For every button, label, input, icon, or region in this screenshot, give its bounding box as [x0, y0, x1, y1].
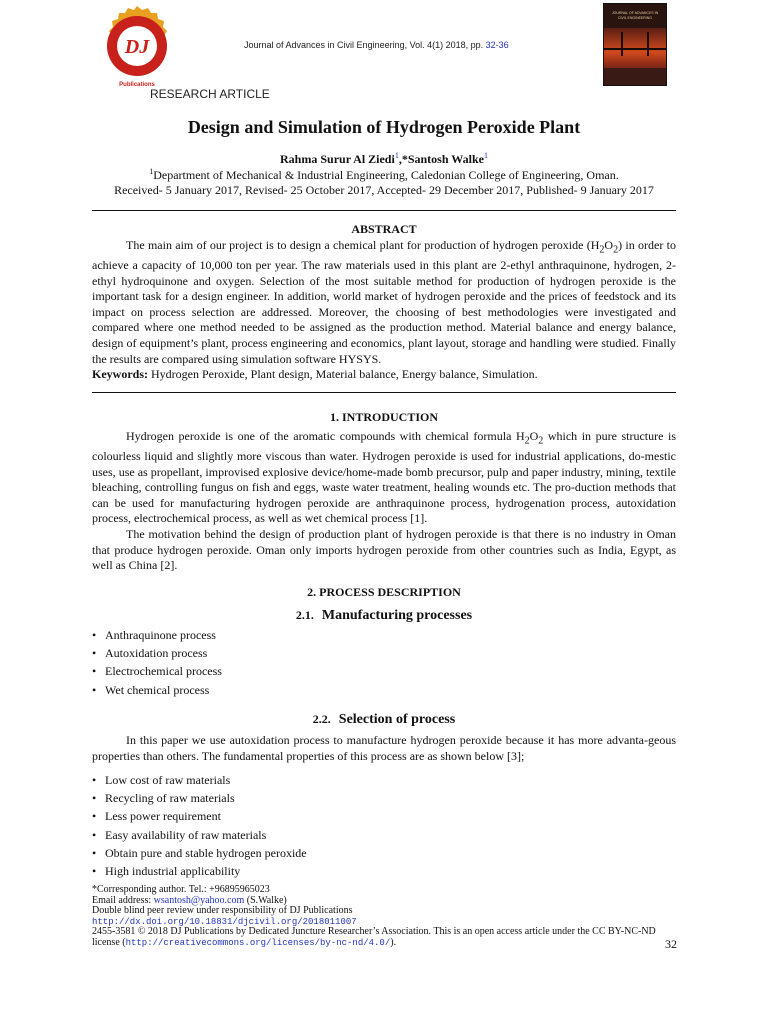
process-properties-list [92, 771, 307, 880]
author-1-affil-link[interactable]: 1 [394, 151, 399, 160]
list-item: • Wet chemical process [92, 681, 222, 699]
journal-citation [244, 40, 509, 50]
svg-text:Publications: Publications [119, 82, 155, 88]
license-link[interactable]: http://creativecommons.org/licenses/by-nc-nd/4.0/ [125, 937, 391, 948]
list-item: • High industrial applicability [92, 862, 307, 880]
journal-line-text: Journal of Advances in Civil Engineering, Vol. 4(1) 2018, pp. [244, 40, 484, 50]
list-item: • Less power requirement [92, 807, 307, 825]
license-line: license (http://creativecommons.org/licenses/by-nc-nd/4.0/). [92, 936, 397, 948]
affiliation [0, 167, 768, 183]
list-item: • Recycling of raw materials [92, 789, 307, 807]
introduction-paragraph-2: The motivation behind the design of production plant of hydrogen peroxide is that there is no industry in Oman that produce hydrogen peroxide. Oman only imports hydrogen peroxide from other countries such as India, Egypt, as well as China [2]. [92, 526, 676, 573]
author-1: Rahma Surur Al Ziedi [280, 152, 395, 166]
subsection-selection-heading: 2.2. Selection of process [312, 712, 456, 727]
subsection-manufacturing-heading: 2.1. Manufacturing processes [295, 608, 473, 623]
manufacturing-process-list [92, 626, 222, 699]
svg-text:DJ: DJ [124, 36, 150, 58]
abstract-body: The main aim of our project is to design a chemical plant for production of hydrogen peroxide $(H_2O_2)$ in order to achieve a capacity of 10,000 ton per year. The raw materials used in this plant are 2-ethyl anthraquinone, hydrogen, 2-ethyl hydroquinone and oxygen. Selection of the most suitable method for production of hydrogen peroxide is the important task for a design engineer. In addition, world market of hydrogen peroxide and the prices of feedstock and its impact on process selection are addressed. Moreover, the choosing of best methodologies were investigated and compared where one method needed to be assigned as the production method. Material balance and energy balance, design of equipment’s plant, process engineering and economics, plant layout, storage and handling were studied. Finally the results are compared using simulation software HYSYS. Keywords: Hydrogen Peroxide, Plant design, Material balance, Energy balance, Simulation. [92, 238, 676, 382]
page-number: 32 [665, 937, 677, 951]
journal-cover-image [603, 3, 667, 86]
list-item: • Easy availability of raw materials [92, 826, 307, 844]
divider-top [92, 210, 676, 211]
article-type: RESEARCH ARTICLE [150, 87, 270, 101]
page-range-link[interactable]: 32-36 [485, 40, 509, 50]
list-item: • Anthraquinone process [92, 626, 222, 644]
introduction-body: Hydrogen peroxide is one of the aromatic compounds with chemical formula $H_2O_2$ which in pure structure is colourless liquid and slightly more viscous than water. Hydrogen peroxide is used for industrial applications, do-mestic uses, use as propellant, improvised explosive device/home-made bomb precursor, pulp and paper industry, mining, textile bleaching, controlling fungus on fish and eggs, waste water treatment, healing wounds etc. The pro-duction methods that can be used for manufacturing hydrogen peroxide are anthraquinone process, hydrogenation process, autoxidation process, electrochemical process, as well as wet chemical process [1]. The motivation behind the design of production plant of hydrogen peroxide is that there is no industry in Oman that produce hydrogen peroxide. Oman only imports hydrogen peroxide from other countries such as India, Egypt, as well as China [2]. [92, 429, 676, 573]
section-process-heading: 2. PROCESS DESCRIPTION [307, 585, 461, 599]
section-introduction-heading: 1. INTRODUCTION [329, 410, 438, 424]
selection-body: In this paper we use autoxidation process to manufacture hydrogen peroxide because it has more advanta-geous properties than others. The fundamental properties of this process are as shown below [3]; [92, 733, 676, 763]
list-item: • Autoxidation process [92, 644, 222, 662]
divider-bottom [92, 392, 676, 393]
keywords-list: Hydrogen Peroxide, Plant design, Material balance, Energy balance, Simulation. [151, 367, 538, 382]
paper-title: Design and Simulation of Hydrogen Peroxide Plant [187, 117, 581, 137]
list-item: • Electrochemical process [92, 662, 222, 680]
list-item: • Low cost of raw materials [92, 771, 307, 789]
dj-publications-seal-icon [100, 2, 174, 92]
affiliation-text: Department of Mechanical & Industrial Engineering, Caledonian College of Engineering, Oman. [153, 168, 619, 182]
doi-link[interactable]: http://dx.doi.org/10.18831/djcivil.org/2018011007 [92, 916, 357, 927]
abstract-heading: ABSTRACT [351, 222, 417, 236]
author-separator: ,* [398, 152, 408, 166]
list-item: • Obtain pure and stable hydrogen peroxide [92, 844, 307, 862]
license-text: 2455-3581 © 2018 DJ Publications by Dedicated Juncture Researcher’s Association. This is an open access article under the CC BY-NC-ND [92, 926, 656, 938]
keywords-label: Keywords: [92, 367, 148, 382]
review-note: Double blind peer review under responsibility of DJ Publications [92, 905, 353, 917]
author-2-affil-link[interactable]: 1 [483, 151, 488, 160]
author-list [0, 151, 768, 167]
corresponding-author: *Corresponding author. Tel.: +96895965023 [92, 884, 270, 895]
email-line: Email address: wsantosh@yahoo.com (S.Walke) [92, 894, 287, 906]
footnote [92, 885, 682, 949]
publication-dates: Received- 5 January 2017, Revised- 25 October 2017, Accepted- 29 December 2017, Published- 9 January 2017 [114, 183, 654, 197]
dj-publications-logo [100, 2, 174, 92]
author-2: Santosh Walke [407, 152, 484, 166]
affiliation-marker: 1 [149, 167, 154, 176]
cover-title: JOURNAL OF ADVANCES IN CIVIL ENGINEERING [611, 11, 659, 20]
email-link[interactable]: wsantosh@yahoo.com [153, 894, 245, 906]
